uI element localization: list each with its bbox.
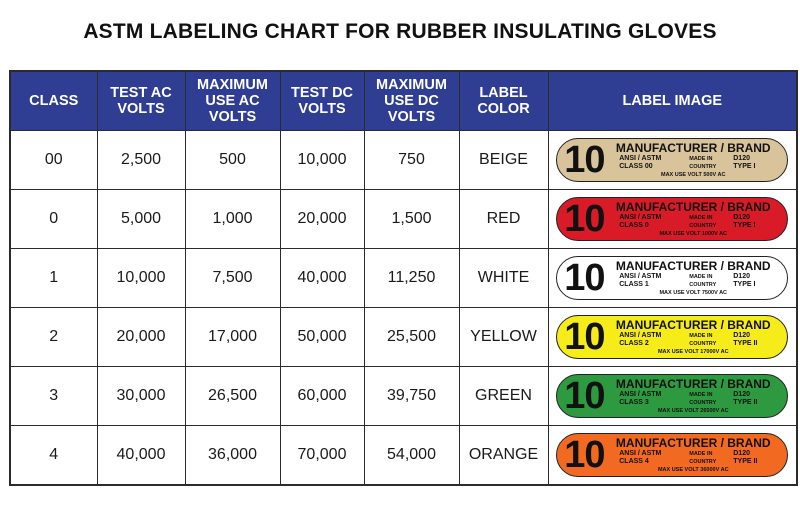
label-country: COUNTRY xyxy=(689,282,717,288)
cell-label-image xyxy=(548,131,797,190)
header-max-use-ac-volts: MAXIMUM USE AC VOLTS xyxy=(185,71,280,131)
cell-class: 4 xyxy=(10,426,97,486)
label-class: CLASS 2 xyxy=(619,340,649,347)
label-type: TYPE I xyxy=(733,163,756,170)
glove-label-image xyxy=(556,256,788,300)
cell-test-ac: 10,000 xyxy=(97,249,185,308)
label-made-in: MADE IN xyxy=(689,333,713,339)
cell-max-ac: 36,000 xyxy=(185,426,280,486)
label-max-use: MAX USE VOLT 26500V AC xyxy=(657,408,729,414)
table-row xyxy=(10,367,797,426)
label-country: COUNTRY xyxy=(689,459,717,465)
label-number: 10 xyxy=(564,316,605,358)
cell-test-dc: 70,000 xyxy=(280,426,364,486)
cell-test-ac: 30,000 xyxy=(97,367,185,426)
header-label-image: LABEL IMAGE xyxy=(548,71,797,131)
page-title: ASTM LABELING CHART FOR RUBBER INSULATING GLOVES xyxy=(83,20,717,43)
label-number: 10 xyxy=(564,139,605,181)
table-row xyxy=(10,249,797,308)
label-type: TYPE II xyxy=(733,458,758,465)
glove-label-image xyxy=(556,374,788,418)
cell-test-ac: 2,500 xyxy=(97,131,185,190)
label-made-in: MADE IN xyxy=(689,274,713,280)
label-code: D120 xyxy=(733,450,750,457)
label-astm: ANSI / ASTM xyxy=(619,332,662,339)
label-made-in: MADE IN xyxy=(689,215,713,221)
cell-max-ac: 17,000 xyxy=(185,308,280,367)
label-astm: ANSI / ASTM xyxy=(619,273,662,280)
label-max-use: MAX USE VOLT 7500V AC xyxy=(659,290,728,296)
label-code: D120 xyxy=(733,155,750,162)
table-row xyxy=(10,308,797,367)
cell-test-dc: 10,000 xyxy=(280,131,364,190)
label-max-use: MAX USE VOLT 1000V AC xyxy=(659,231,728,237)
label-code: D120 xyxy=(733,391,750,398)
cell-class: 1 xyxy=(10,249,97,308)
label-number: 10 xyxy=(564,257,605,299)
cell-label-color: RED xyxy=(459,190,548,249)
header-max-use-dc-volts: MAXIMUM USE DC VOLTS xyxy=(364,71,459,131)
label-code: D120 xyxy=(733,273,750,280)
cell-label-color: WHITE xyxy=(459,249,548,308)
label-country: COUNTRY xyxy=(689,341,717,347)
cell-max-dc: 11,250 xyxy=(364,249,459,308)
label-astm: ANSI / ASTM xyxy=(619,450,662,457)
label-max-use: MAX USE VOLT 17000V AC xyxy=(657,349,729,355)
label-number: 10 xyxy=(564,434,605,476)
cell-class: 0 xyxy=(10,190,97,249)
label-brand: MANUFACTURER / BRAND xyxy=(615,259,771,273)
cell-label-color: ORANGE xyxy=(459,426,548,486)
label-astm: ANSI / ASTM xyxy=(619,391,662,398)
label-made-in: MADE IN xyxy=(689,392,713,398)
label-made-in: MADE IN xyxy=(689,156,713,162)
astm-labeling-table xyxy=(9,70,798,486)
cell-test-dc: 20,000 xyxy=(280,190,364,249)
label-code: D120 xyxy=(733,332,750,339)
table-row xyxy=(10,190,797,249)
table-row xyxy=(10,426,797,486)
cell-test-dc: 40,000 xyxy=(280,249,364,308)
cell-class: 00 xyxy=(10,131,97,190)
glove-label-image xyxy=(556,197,788,241)
label-class: CLASS 1 xyxy=(619,281,649,288)
cell-test-ac: 20,000 xyxy=(97,308,185,367)
label-brand: MANUFACTURER / BRAND xyxy=(615,377,771,391)
cell-test-dc: 60,000 xyxy=(280,367,364,426)
cell-label-color: YELLOW xyxy=(459,308,548,367)
cell-label-image xyxy=(548,426,797,486)
cell-label-image xyxy=(548,249,797,308)
cell-class: 2 xyxy=(10,308,97,367)
label-number: 10 xyxy=(564,198,605,240)
header-test-dc-volts: TEST DC VOLTS xyxy=(280,71,364,131)
label-country: COUNTRY xyxy=(689,164,717,170)
label-astm: ANSI / ASTM xyxy=(619,214,662,221)
cell-label-color: GREEN xyxy=(459,367,548,426)
header-label-color: LABEL COLOR xyxy=(459,71,548,131)
label-class: CLASS 4 xyxy=(619,458,649,465)
label-type: TYPE II xyxy=(733,399,758,406)
label-class: CLASS 00 xyxy=(619,163,653,170)
label-brand: MANUFACTURER / BRAND xyxy=(615,436,771,450)
cell-label-color: BEIGE xyxy=(459,131,548,190)
label-brand: MANUFACTURER / BRAND xyxy=(615,141,771,155)
label-max-use: MAX USE VOLT 500V AC xyxy=(661,172,726,178)
label-brand: MANUFACTURER / BRAND xyxy=(615,200,771,214)
cell-label-image xyxy=(548,190,797,249)
header-test-ac-volts: TEST AC VOLTS xyxy=(97,71,185,131)
header-class: CLASS xyxy=(10,71,97,131)
label-class: CLASS 3 xyxy=(619,399,649,406)
label-type: TYPE I xyxy=(733,281,756,288)
label-max-use: MAX USE VOLT 36000V AC xyxy=(657,467,729,473)
cell-max-ac: 7,500 xyxy=(185,249,280,308)
cell-max-dc: 1,500 xyxy=(364,190,459,249)
cell-label-image xyxy=(548,367,797,426)
glove-label-image xyxy=(556,315,788,359)
glove-label-image xyxy=(556,433,788,477)
glove-label-image xyxy=(556,138,788,182)
cell-max-dc: 25,500 xyxy=(364,308,459,367)
cell-max-dc: 54,000 xyxy=(364,426,459,486)
label-class: CLASS 0 xyxy=(619,222,649,229)
cell-max-ac: 1,000 xyxy=(185,190,280,249)
cell-test-ac: 40,000 xyxy=(97,426,185,486)
cell-label-image xyxy=(548,308,797,367)
cell-test-dc: 50,000 xyxy=(280,308,364,367)
table-row xyxy=(10,131,797,190)
label-code: D120 xyxy=(733,214,750,221)
label-made-in: MADE IN xyxy=(689,451,713,457)
cell-max-dc: 750 xyxy=(364,131,459,190)
label-astm: ANSI / ASTM xyxy=(619,155,662,162)
label-country: COUNTRY xyxy=(689,400,717,406)
label-type: TYPE I xyxy=(733,222,756,229)
cell-test-ac: 5,000 xyxy=(97,190,185,249)
cell-class: 3 xyxy=(10,367,97,426)
cell-max-ac: 26,500 xyxy=(185,367,280,426)
header-row xyxy=(10,71,797,131)
cell-max-ac: 500 xyxy=(185,131,280,190)
label-type: TYPE II xyxy=(733,340,758,347)
label-number: 10 xyxy=(564,375,605,417)
label-brand: MANUFACTURER / BRAND xyxy=(615,318,771,332)
label-country: COUNTRY xyxy=(689,223,717,229)
cell-max-dc: 39,750 xyxy=(364,367,459,426)
